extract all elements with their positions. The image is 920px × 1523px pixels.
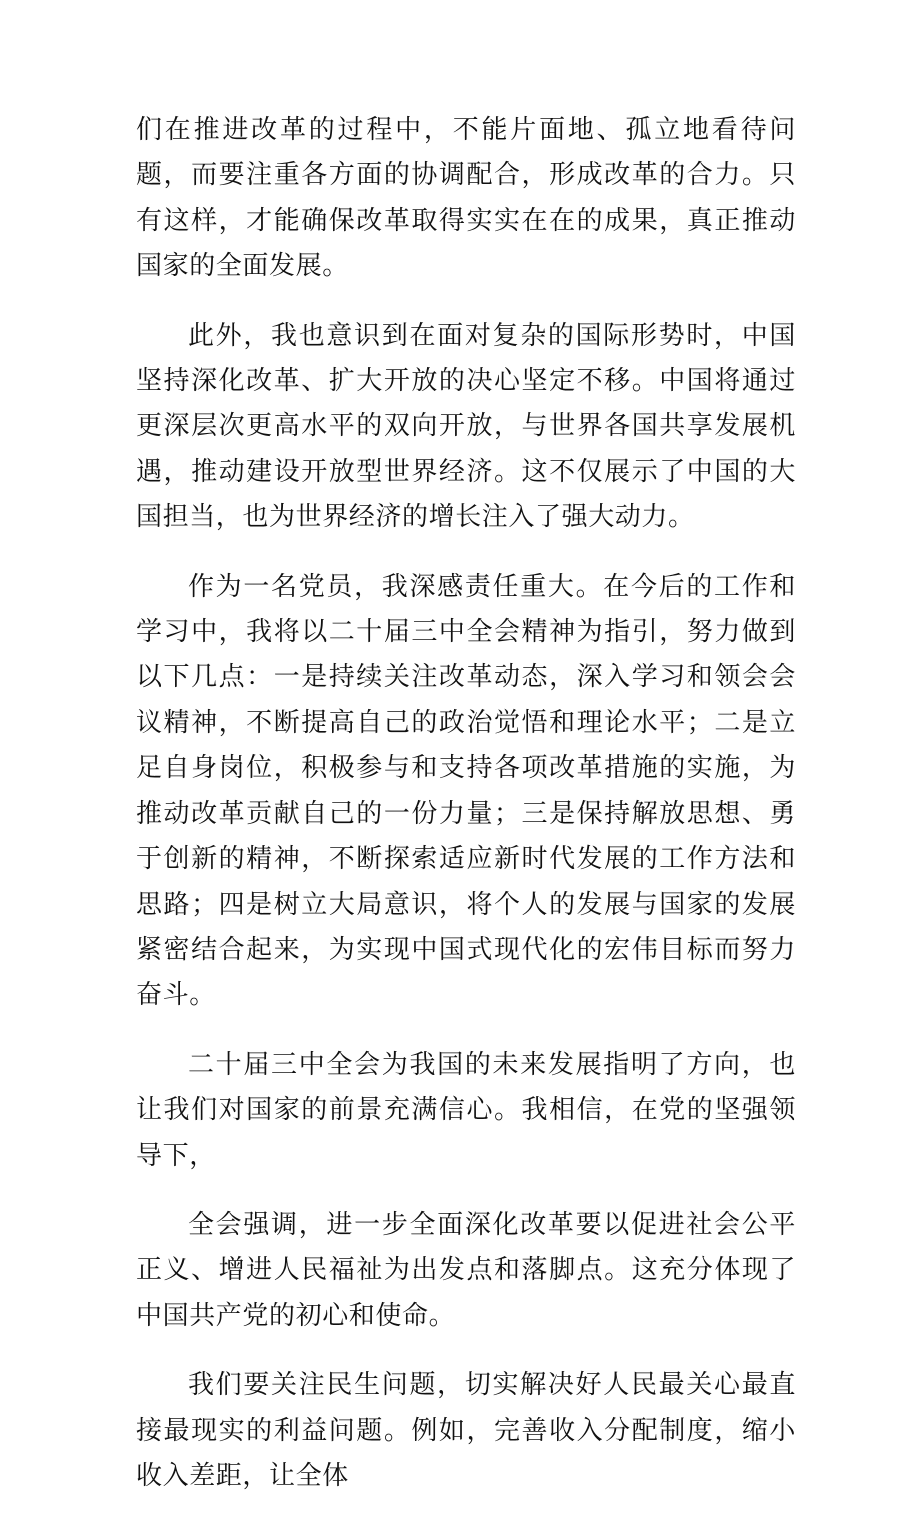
paragraph-3: 作为一名党员，我深感责任重大。在今后的工作和学习中，我将以二十届三中全会精神为指引，努力做到以下几点：一是持续关注改革动态，深入学习和领会会议精神，不断提高自己的政治觉悟和理论水平；二是立足自身岗位，积极参与和支持各项改革措施的实施，为推动改革贡献自己的一份力量；三是保持解放思想、勇于创新的精神，不断探索适应新时代发展的工作方法和思路；四是树立大局意识，将个人的发展与国家的发展紧密结合起来，为实现中国式现代化的宏伟目标而努力奋斗。 xyxy=(136,571,796,1011)
paragraph-6: 我们要关注民生问题，切实解决好人民最关心最直接最现实的利益问题。例如，完善收入分配制度，缩小收入差距，让全体 xyxy=(136,1370,796,1491)
paragraph-5: 全会强调，进一步全面深化改革要以促进社会公平正义、增进人民福祉为出发点和落脚点。这充分体现了中国共产党的初心和使命。 xyxy=(136,1209,796,1331)
paragraph-1: 们在推进改革的过程中，不能片面地、孤立地看待问题，而要注重各方面的协调配合，形成改革的合力。只有这样，才能确保改革取得实实在在的成果，真正推动国家的全面发展。 xyxy=(136,115,796,282)
paragraph-4: 二十届三中全会为我国的未来发展指明了方向，也让我们对国家的前景充满信心。我相信，在党的坚强领导下， xyxy=(136,1049,796,1171)
document-body xyxy=(136,108,796,1523)
paragraph-2: 此外，我也意识到在面对复杂的国际形势时，中国坚持深化改革、扩大开放的决心坚定不移。中国将通过更深层次更高水平的双向开放，与世界各国共享发展机遇，推动建设开放型世界经济。这不仅展示了中国的大国担当，也为世界经济的增长注入了强大动力。 xyxy=(136,320,796,533)
